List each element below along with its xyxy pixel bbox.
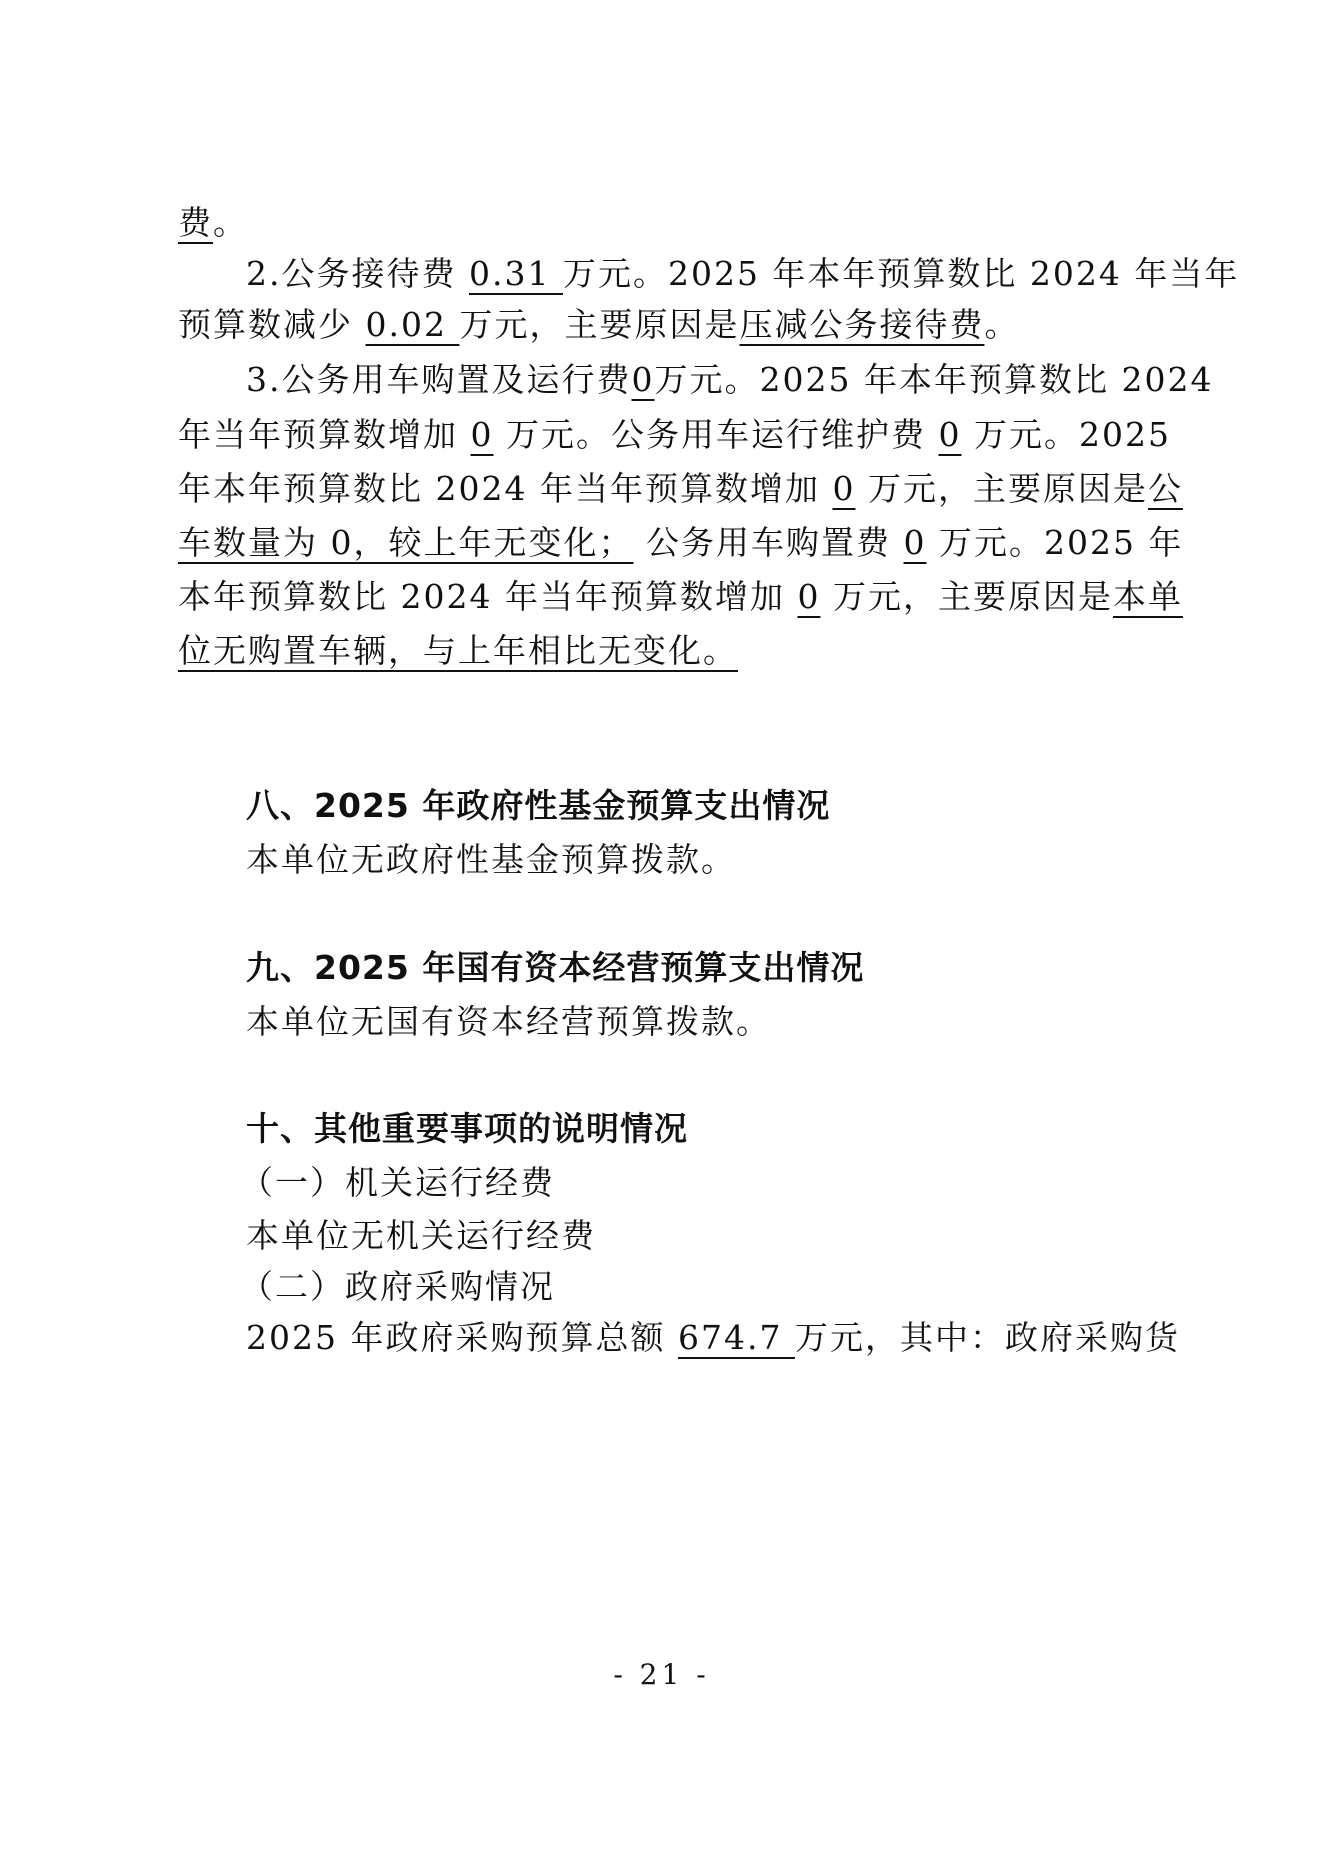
reason-text: 压减公务接待费 (739, 305, 985, 344)
subsection2-title: （二）政府采购情况 (240, 1267, 555, 1306)
text: 万元，其中：政府采购货 (794, 1318, 1180, 1357)
procurement-total-amount: 674.7 (677, 1318, 795, 1357)
text: 预算数减少 (178, 305, 366, 344)
subsection2-body (246, 1318, 1180, 1358)
increase-amount: 0 (470, 415, 494, 454)
item3-line5 (178, 577, 1183, 617)
text: 万元。2025 年本年预算数比 2024 (654, 360, 1214, 399)
section10-heading: 十、其他重要事项的说明情况 (246, 1109, 688, 1148)
text: 万元。2025 年本年预算数比 2024 年当年 (562, 254, 1240, 293)
item3-line3 (178, 469, 1183, 509)
underlined-text: 费 (178, 203, 213, 242)
item3-line2 (178, 415, 1171, 455)
decrease-amount: 0.02 (365, 305, 460, 344)
subsection1-title: （一）机关运行经费 (240, 1163, 555, 1202)
item3-line1 (246, 360, 1214, 400)
section9-body: 本单位无国有资本经营预算拨款。 (246, 1002, 771, 1041)
reason-text: 车数量为 0，较上年无变化； (178, 523, 634, 562)
text: 万元，主要原因是 (820, 577, 1113, 616)
increase-amount: 0 (832, 469, 856, 508)
text: 。 (984, 305, 1020, 344)
reason-text: 本单 (1112, 577, 1183, 616)
reason-text: 位无购置车辆，与上年相比无变化。 (178, 631, 738, 670)
text: 万元。2025 (961, 415, 1171, 454)
text: 年当年预算数增加 (178, 415, 471, 454)
text: 2025 年政府采购预算总额 (246, 1318, 678, 1357)
paragraph-continuation (178, 203, 1153, 243)
section8-heading: 八、2025 年政府性基金预算支出情况 (246, 786, 831, 825)
section8-body: 本单位无政府性基金预算拨款。 (246, 840, 736, 879)
text: 万元。公务用车运行维护费 (493, 415, 939, 454)
purchase-fee-amount: 0 (903, 523, 927, 562)
item3-line4 (178, 523, 1184, 563)
item3-line6 (178, 631, 1153, 671)
text: 2.公务接待费 (246, 254, 469, 293)
item2-line1 (246, 254, 1240, 294)
text: 万元，主要原因是 (459, 305, 740, 344)
text: 3.公务用车购置及运行费 (246, 360, 632, 399)
page-number: - 21 - (613, 1658, 710, 1691)
reception-fee-amount: 0.31 (468, 254, 563, 293)
text: 公务用车购置费 (633, 523, 904, 562)
section9-heading: 九、2025 年国有资本经营预算支出情况 (246, 948, 865, 987)
vehicle-fee-amount: 0 (631, 360, 655, 399)
reason-text: 公 (1147, 469, 1183, 508)
punctuation: 。 (213, 203, 248, 242)
text: 万元。2025 年 (926, 523, 1184, 562)
text: 万元，主要原因是 (855, 469, 1148, 508)
maintenance-fee-amount: 0 (938, 415, 962, 454)
text: 年本年预算数比 2024 年当年预算数增加 (178, 469, 833, 508)
increase-amount: 0 (797, 577, 821, 616)
text: 本年预算数比 2024 年当年预算数增加 (178, 577, 798, 616)
item2-line2 (178, 305, 1153, 345)
subsection1-body: 本单位无机关运行经费 (246, 1216, 596, 1255)
